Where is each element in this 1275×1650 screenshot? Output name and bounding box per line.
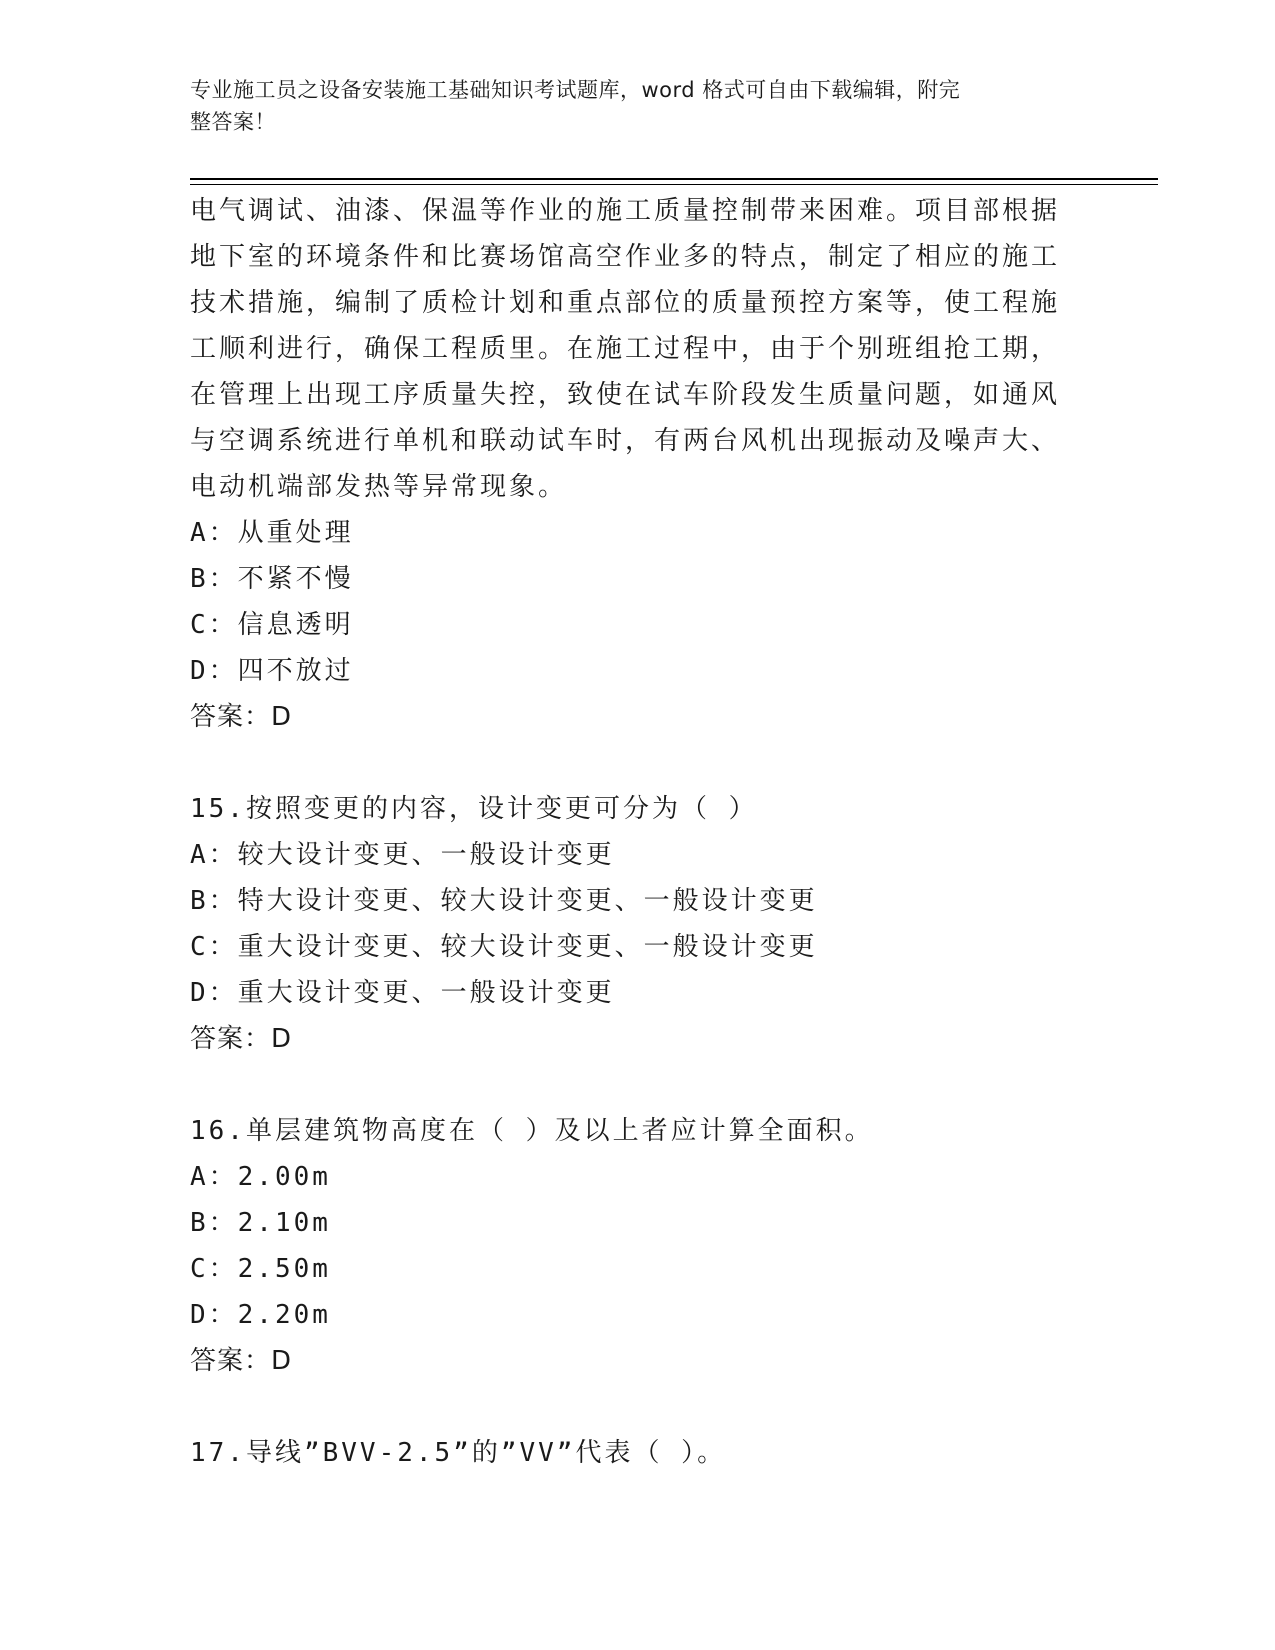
passage-line: 地下室的环境条件和比赛场馆高空作业多的特点，制定了相应的施工 bbox=[190, 242, 1061, 272]
option-c: C：重大设计变更、较大设计变更、一般设计变更 bbox=[190, 932, 818, 962]
document-body bbox=[190, 188, 1130, 1476]
answer-16: 答案：D bbox=[190, 1346, 293, 1376]
question-14-options bbox=[190, 510, 1130, 740]
question-17 bbox=[190, 1430, 1130, 1476]
option-c: C：信息透明 bbox=[190, 610, 354, 640]
spacer bbox=[190, 1384, 1130, 1430]
answer-15: 答案：D bbox=[190, 1024, 293, 1054]
passage-line: 工顺利进行，确保工程质里。在施工过程中，由于个别班组抢工期， bbox=[190, 334, 1061, 364]
option-d: D：2.20m bbox=[190, 1300, 331, 1330]
question-15-text: 15.按照变更的内容，设计变更可分为（ ） bbox=[190, 794, 758, 824]
passage-line: 与空调系统进行单机和联动试车时，有两台风机出现振动及噪声大、 bbox=[190, 426, 1061, 456]
option-c: C：2.50m bbox=[190, 1254, 331, 1284]
option-a: A：较大设计变更、一般设计变更 bbox=[190, 840, 615, 870]
answer-14: 答案：D bbox=[190, 702, 293, 732]
spacer bbox=[190, 1062, 1130, 1108]
question-17-text: 17.导线”BVV-2.5”的”VV”代表（ ）。 bbox=[190, 1438, 727, 1468]
question-15 bbox=[190, 786, 1130, 1062]
header-line-1: 专业施工员之设备安装施工基础知识考试题库，word 格式可自由下载编辑，附完 bbox=[190, 78, 961, 102]
question-16-text: 16.单层建筑物高度在（ ）及以上者应计算全面积。 bbox=[190, 1116, 874, 1146]
header-rule-top bbox=[190, 178, 1158, 180]
passage-line: 电气调试、油漆、保温等作业的施工质量控制带来困难。项目部根据 bbox=[190, 196, 1061, 226]
spacer bbox=[190, 740, 1130, 786]
passage-line: 在管理上出现工序质量失控，致使在试车阶段发生质量问题，如通风 bbox=[190, 380, 1061, 410]
option-b: B：2.10m bbox=[190, 1208, 331, 1238]
passage-line: 电动机端部发热等异常现象。 bbox=[190, 472, 568, 502]
option-b: B：特大设计变更、较大设计变更、一般设计变更 bbox=[190, 886, 818, 916]
passage-line: 技术措施，编制了质检计划和重点部位的质量预控方案等，使工程施 bbox=[190, 288, 1061, 318]
document-header bbox=[190, 74, 1090, 138]
header-line-2: 整答案！ bbox=[190, 110, 276, 134]
option-d: D：重大设计变更、一般设计变更 bbox=[190, 978, 615, 1008]
option-b: B：不紧不慢 bbox=[190, 564, 354, 594]
option-d: D：四不放过 bbox=[190, 656, 354, 686]
option-a: A：从重处理 bbox=[190, 518, 354, 548]
option-a: A：2.00m bbox=[190, 1162, 331, 1192]
header-rule-bottom bbox=[190, 184, 1158, 185]
question-14-passage bbox=[190, 188, 1130, 510]
question-16 bbox=[190, 1108, 1130, 1384]
